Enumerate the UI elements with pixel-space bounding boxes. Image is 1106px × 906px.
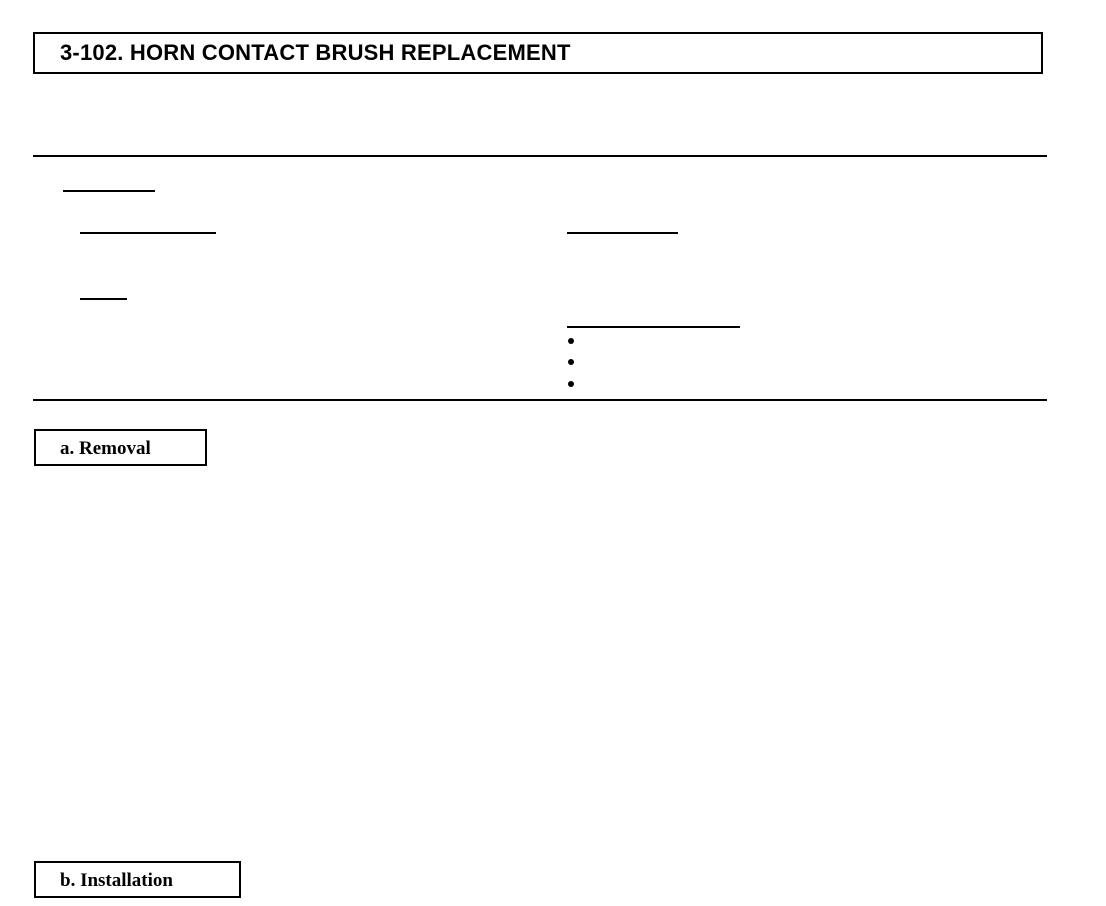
bottom-rule: [33, 399, 1047, 401]
removal-section-label: a. Removal: [60, 438, 151, 459]
heading-underline-3: [567, 232, 678, 234]
installation-section-label: b. Installation: [60, 870, 173, 891]
bullet-point: [568, 359, 574, 365]
top-rule: [33, 155, 1047, 157]
page-title: 3-102. HORN CONTACT BRUSH REPLACEMENT: [60, 40, 571, 65]
title-box: [33, 32, 1043, 74]
bullet-point: [568, 381, 574, 387]
removal-section-header: [34, 429, 207, 466]
installation-section-header: [34, 861, 241, 898]
heading-underline-1: [63, 190, 155, 192]
heading-underline-5: [567, 326, 740, 328]
heading-underline-4: [80, 298, 127, 300]
heading-underline-2: [80, 232, 216, 234]
bullet-point: [568, 338, 574, 344]
